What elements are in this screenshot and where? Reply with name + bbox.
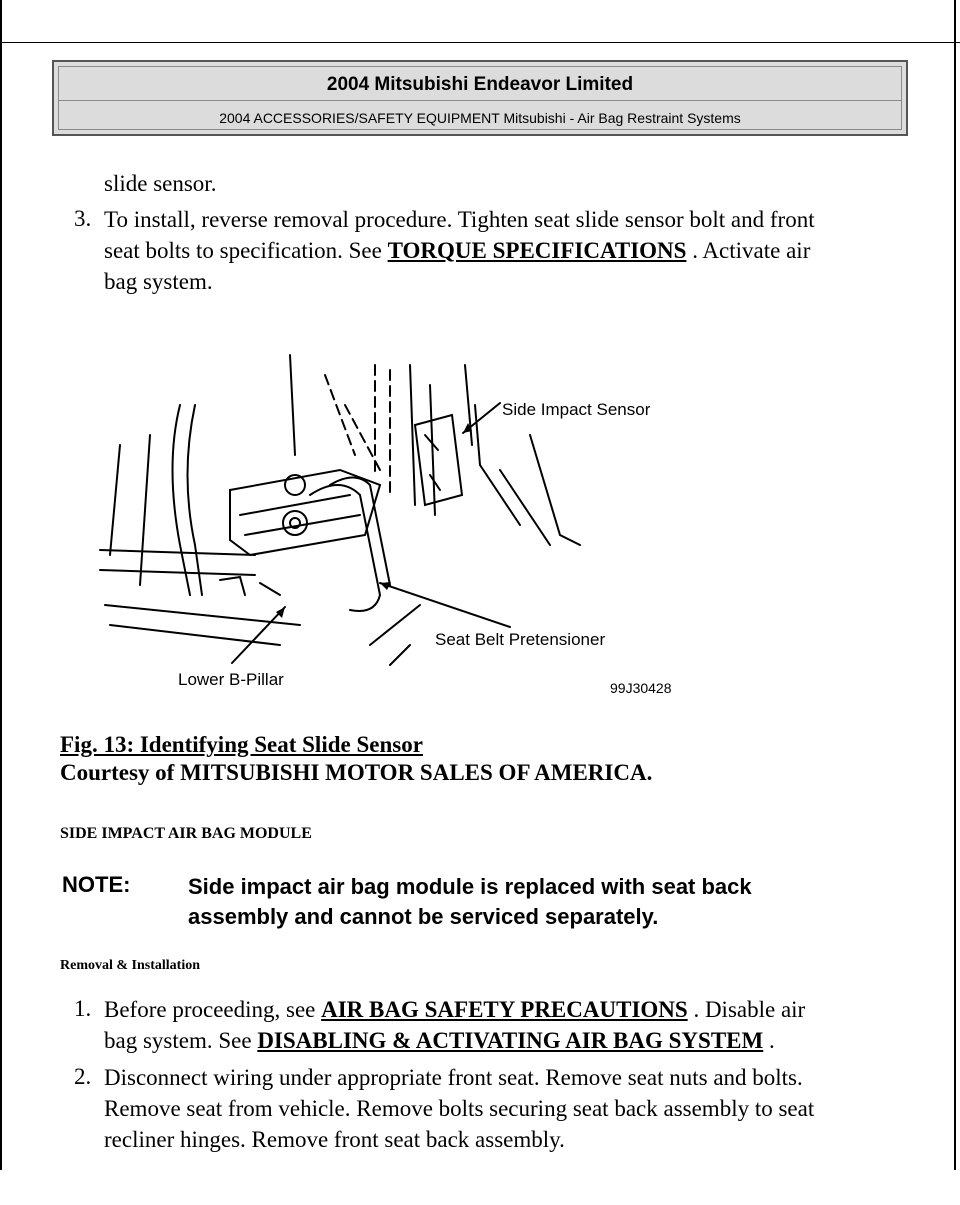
step-3-line-3: bag system. (104, 269, 213, 294)
note-line-2: assembly and cannot be serviced separately. (188, 904, 659, 929)
section-heading: SIDE IMPACT AIR BAG MODULE (60, 825, 312, 842)
step-3-text (104, 204, 904, 297)
step-3-line-2 (104, 235, 904, 266)
step-3-line-1: To install, reverse removal procedure. Tighten seat slide sensor bolt and front (104, 207, 815, 232)
label-figure-code: 99J30428 (610, 680, 672, 696)
step-1-text (104, 994, 904, 1056)
continued-text: slide sensor. (104, 171, 217, 196)
document-header (52, 60, 908, 136)
label-side-impact-sensor: Side Impact Sensor (502, 400, 651, 419)
note-line-1: Side impact air bag module is replaced with seat back (188, 874, 752, 899)
page-right-border (954, 0, 956, 1170)
page-top-rule (0, 42, 960, 43)
figure-caption-link[interactable]: Fig. 13: Identifying Seat Slide Sensor (60, 732, 423, 757)
label-lower-b-pillar: Lower B-Pillar (178, 670, 284, 689)
figure-courtesy: Courtesy of MITSUBISHI MOTOR SALES OF AMERICA. (60, 760, 653, 785)
air-bag-safety-precautions-link[interactable]: AIR BAG SAFETY PRECAUTIONS (321, 997, 688, 1022)
note-text (188, 872, 868, 932)
step-1-line-1-pre: Before proceeding, see (104, 997, 316, 1022)
step-3-number: 3. (74, 206, 92, 231)
header-title: 2004 Mitsubishi Endeavor Limited (326, 74, 634, 95)
removal-installation-subheading: Removal & Installation (60, 958, 200, 973)
step-1-line-2-pre: bag system. See (104, 1028, 252, 1053)
step-2-number: 2. (74, 1064, 92, 1089)
page-left-border (0, 0, 2, 1170)
label-seat-belt-pretensioner: Seat Belt Pretensioner (435, 630, 606, 649)
step-1-line-1 (104, 994, 904, 1025)
step-2-text (104, 1062, 904, 1155)
step-3-line-2-pre: seat bolts to specification. See (104, 238, 382, 263)
step-2-line-2: Remove seat from vehicle. Remove bolts securing seat back assembly to seat (104, 1096, 815, 1121)
step-1-line-2 (104, 1025, 904, 1056)
step-1-number: 1. (74, 996, 92, 1021)
step-2-line-3: recliner hinges. Remove front seat back assembly. (104, 1127, 565, 1152)
step-1-line-2-post: . (768, 1028, 775, 1053)
torque-specifications-link[interactable]: TORQUE SPECIFICATIONS (387, 238, 687, 263)
header-subtitle: 2004 ACCESSORIES/SAFETY EQUIPMENT Mitsubishi - Air Bag Restraint Systems (219, 110, 741, 126)
disabling-activating-air-bag-link[interactable]: DISABLING & ACTIVATING AIR BAG SYSTEM (257, 1028, 764, 1053)
step-2-line-1: Disconnect wiring under appropriate front seat. Remove seat nuts and bolts. (104, 1065, 803, 1090)
step-3-line-2-post: . Activate air (692, 238, 811, 263)
note-label: NOTE: (62, 872, 131, 897)
step-1-line-1-post: . Disable air (693, 997, 806, 1022)
seat-slide-sensor-figure (80, 345, 720, 705)
